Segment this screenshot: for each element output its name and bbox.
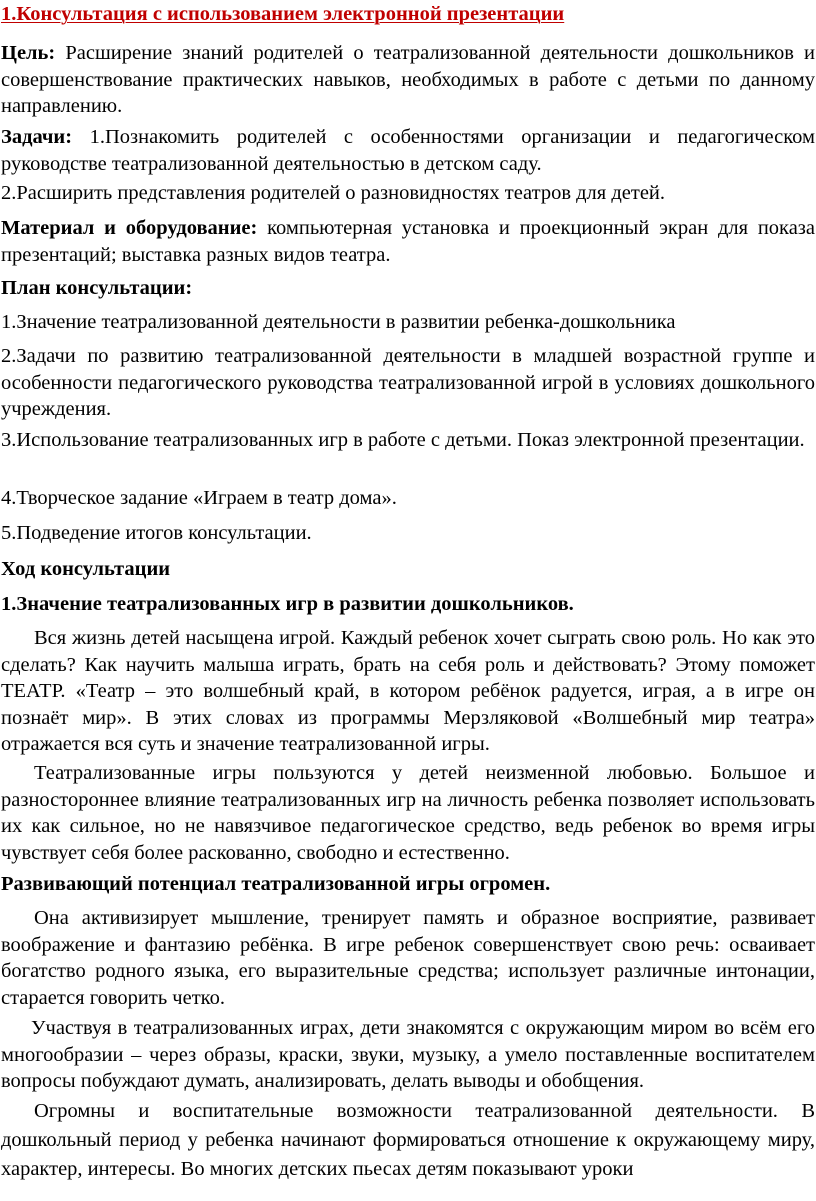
paragraph-4: Участвуя в театрализованных играх, дети знакомятся с окружающим миром во всём его многообразии – через образы, краски, звуки, музыку, а умело поставленные воспитателем вопросы побуждают думать, анализировать, делать выводы и обобщения.: [1, 1017, 815, 1092]
paragraph-2: Театрализованные игры пользуются у детей неизменной любовью. Большое и разностороннее влияние театрализованных игр на личность ребенка позволяет использовать их как сильное, но не навязчивое педагогическое средство, ведь ребенок во время игры чувствует себя более раскованно, свободно и естественно.: [1, 762, 815, 864]
plan-item-4: 4.Творческое задание «Играем в театр дома».: [1, 487, 397, 509]
tasks-item-1: 1.Познакомить родителей с особенностями организации и педагогическом руководстве театрализованной деятельностью в детском саду.: [1, 126, 815, 175]
materials-text: компьютерная установка и проекционный экран для показа презентаций; выставка разных видов театра.: [1, 217, 815, 266]
tasks-item-2: 2.Расширить представления родителей о разновидностях театров для детей.: [1, 182, 666, 204]
course-heading: Ход консультации: [1, 558, 171, 580]
plan-item-5: 5.Подведение итогов консультации.: [1, 522, 312, 544]
plan-item-3: 3.Использование театрализованных игр в работе с детьми. Показ электронной презентации.: [1, 429, 805, 451]
document-title: 1.Консультация с использованием электронной презентации: [1, 3, 565, 25]
materials-label: Материал и оборудование:: [1, 217, 258, 239]
materials-paragraph: [1, 215, 815, 268]
paragraph-5: Огромны и воспитательные возможности театрализованной деятельности. В дошкольный период у ребенка начинают формироваться отношение к окружающему миру, характер, интересы. Во многих детских пьесах детям показывают уроки: [1, 1100, 815, 1180]
goal-text: Расширение знаний родителей о театрализованной деятельности дошкольников и совершенствование практических навыков, необходимых в работе с детьми по данному направлению.: [1, 42, 815, 117]
plan-item-1: 1.Значение театрализованной деятельности в развитии ребенка-дошкольника: [1, 311, 676, 333]
tasks-paragraph: [1, 124, 815, 177]
paragraph-3: Она активизирует мышление, тренирует память и образное восприятие, развивает воображение и фантазию ребёнка. В игре ребенок совершенствует свою речь: осваивает богатство родного языка, его выразительные средства; использует различные интонации, старается говорить четко.: [1, 907, 815, 1009]
plan-heading: План консультации:: [1, 277, 193, 299]
goal-label: Цель:: [1, 42, 56, 64]
goal-paragraph: [1, 40, 815, 120]
section-1-heading: 1.Значение театрализованных игр в развитии дошкольников.: [1, 593, 574, 615]
potential-heading: Развивающий потенциал театрализованной игры огромен.: [1, 873, 551, 895]
tasks-label: Задачи:: [1, 126, 73, 148]
plan-item-2: 2.Задачи по развитию театрализованной деятельности в младшей возрастной группе и особенности педагогического руководства театрализованной игрой в условиях дошкольного учреждения.: [1, 345, 815, 420]
paragraph-1: Вся жизнь детей насыщена игрой. Каждый ребенок хочет сыграть свою роль. Но как это сделать? Как научить малыша играть, брать на себя роль и действовать? Этому поможет ТЕАТР. «Театр – это волшебный край, в котором ребёнок радуется, играя, а в игре он познаёт мир». В этих словах из программы Мерзляковой «Волшебный мир театра» отражается вся суть и значение театрализованной игры.: [1, 627, 815, 755]
